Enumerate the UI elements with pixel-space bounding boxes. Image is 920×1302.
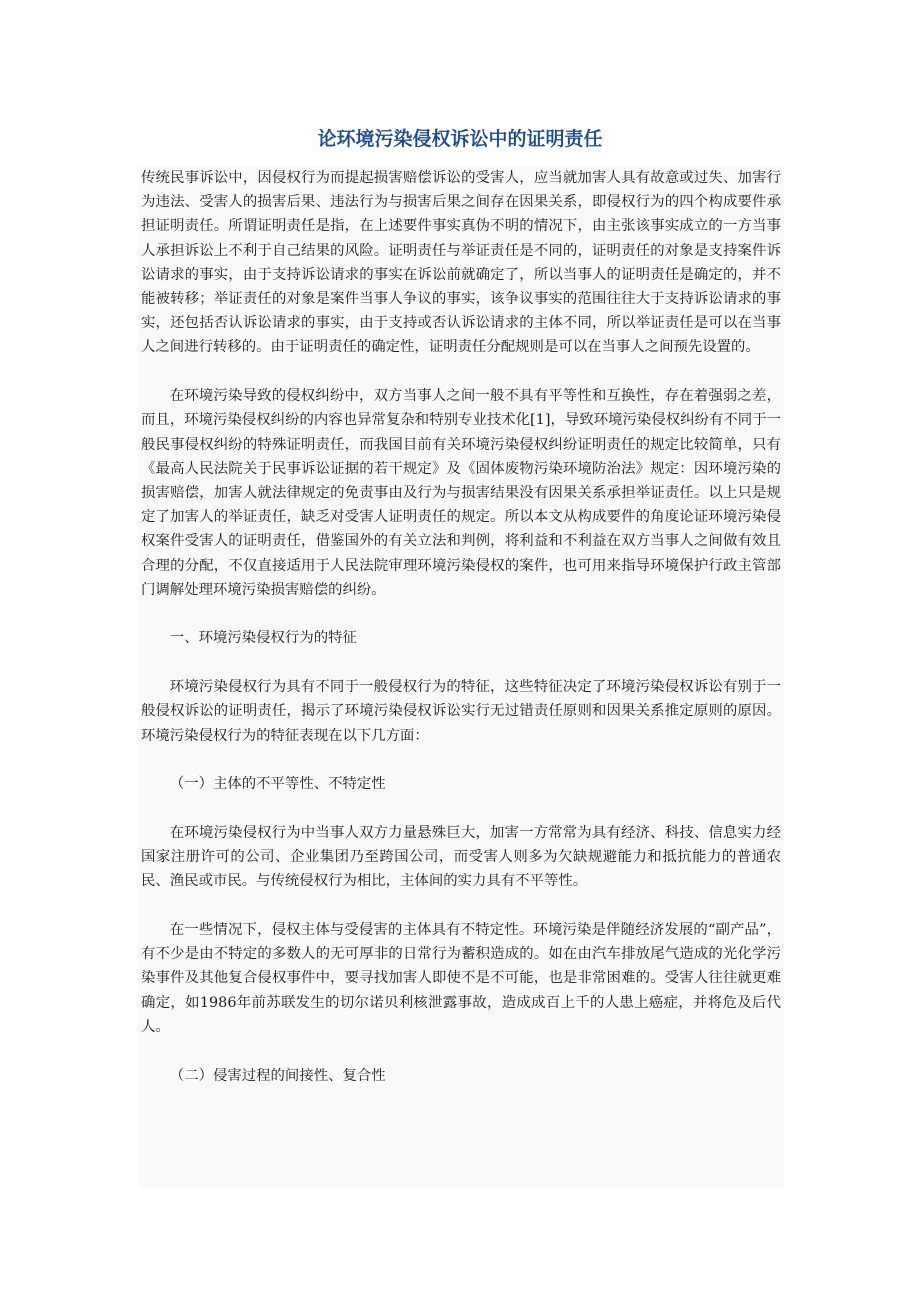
- paragraph-inequality: 在环境污染侵权行为中当事人双方力量悬殊巨大，加害一方常常为具有经济、科技、信息实力经国家注册许可的公司、企业集团乃至跨国公司，而受害人则多为欠缺规避能力和抵抗能力的普通农民、渔民或市民。与传统侵权行为相比，主体间的实力具有不平等性。: [141, 824, 781, 890]
- subsection-heading-2: （二）侵害过程的间接性、复合性: [169, 1067, 386, 1084]
- paragraph-uncertainty: 在一些情况下，侵权主体与受侵害的主体具有不特定性。环境污染是伴随经济发展的“副产品”，有不少是由不特定的多数人的无可厚非的日常行为蓄积造成的。如在由汽车排放尾气造成的光化学污染事件及其他复合侵权事件中，要寻找加害人即使不是不可能，也是非常困难的。受害人往往就更难确定，如1986年前苏联发生的切尔诺贝利核泄露事故，造成成百上千的人患上癌症，并将危及后代人。: [141, 922, 781, 1035]
- paragraph-intro: 传统民事诉讼中，因侵权行为而提起损害赔偿诉讼的受害人，应当就加害人具有故意或过失、加害行为违法、受害人的损害后果、违法行为与损害后果之间存在因果关系，即侵权行为的四个构成要件承担证明责任。所谓证明责任是指，在上述要件事实真伪不明的情况下，由主张该事实成立的一方当事人承担诉讼上不利于自己结果的风险。证明责任与举证责任是不同的，证明责任的对象是支持案件诉讼请求的事实，由于支持诉讼请求的事实在诉讼前就确定了，所以当事人的证明责任是确定的，并不能被转移；举证责任的对象是案件当事人争议的事实，该争议事实的范围往往大于支持诉讼请求的事实，还包括否认诉讼请求的事实，由于支持或否认诉讼请求的主体不同，所以举证责任是可以在当事人之间进行转移的。由于证明责任的确定性，证明责任分配规则是可以在当事人之间预先设置的。: [141, 170, 781, 356]
- section-heading-1: 一、环境污染侵权行为的特征: [169, 630, 357, 647]
- paragraph-features: 环境污染侵权行为具有不同于一般侵权行为的特征，这些特征决定了环境污染侵权诉讼有别于一般侵权诉讼的证明责任，揭示了环境污染侵权诉讼实行无过错责任原则和因果关系推定原则的原因。环境污染侵权行为的特征表现在以下几方面：: [141, 679, 781, 744]
- article-body: [138, 166, 784, 1188]
- article-text: [138, 166, 784, 1088]
- paragraph-background: 在环境污染导致的侵权纠纷中，双方当事人之间一般不具有平等性和互换性，存在着强弱之差，而且，环境污染侵权纠纷的内容也异常复杂和特别专业技术化[1]，导致环境污染侵权纠纷有不同于一般民事侵权纠纷的特殊证明责任，而我国目前有关环境污染侵权纠纷证明责任的规定比较简单，只有《最高人民法院关于民事诉讼证据的若干规定》及《固体废物污染环境防治法》规定：因环境污染的损害赔偿，加害人就法律规定的免责事由及行为与损害结果没有因果关系承担举证责任。以上只是规定了加害人的举证责任，缺乏对受害人证明责任的规定。所以本文从构成要件的角度论证环境污染侵权案件受害人的证明责任，借鉴国外的有关立法和判例，将利益和不利益在双方当事人之间做有效且合理的分配，不仅直接适用于人民法院审理环境污染侵权的案件，也可用来指导环境保护行政主管部门调解处理环境污染损害赔偿的纠纷。: [141, 388, 781, 598]
- document-title: 论环境污染侵权诉讼中的证明责任: [317, 128, 603, 150]
- subsection-heading-1: （一）主体的不平等性、不特定性: [169, 776, 386, 793]
